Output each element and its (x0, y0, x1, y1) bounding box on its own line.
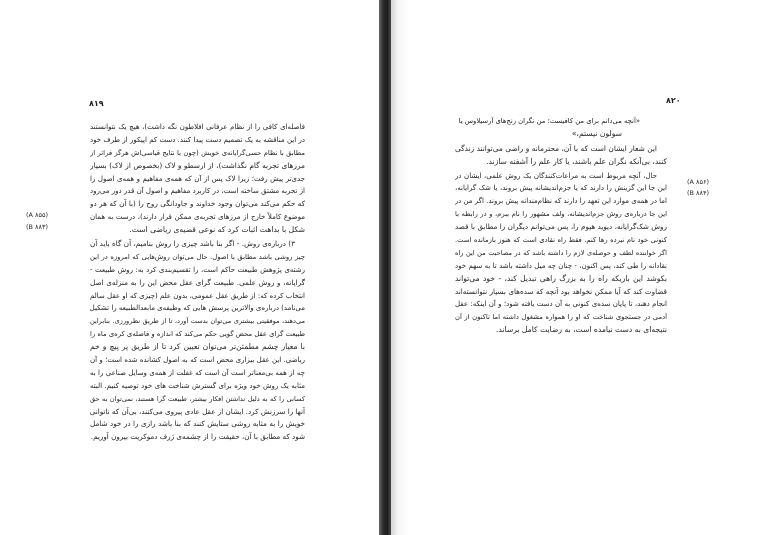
text-line: رشته‌ی پژوهش طبیعت حاکم است، را تقسیم‌بندی کرد به: روش طبیعت - (90, 265, 305, 274)
paragraph (455, 170, 667, 338)
page-number: ۸۱۹ (89, 99, 104, 108)
text-line: مرزهای تجربه گام نگذاشت)، از ارسطو و لاک (بخصوص از لاک) بسیار (90, 160, 305, 170)
text-line: کنند، بی‌آنکه نگران علم باشند، یا کار علم را آشفته سازند. (486, 156, 667, 166)
text-line: کسانی را که به دلیل نداشتن افکار بیشتر، طبیعت گرا هستند، نمی‌توان به حق (90, 394, 305, 403)
text-line: اگر خواننده لطف و حوصله‌ی لازم را داشته باشد که در مصاحبت من این راه (455, 248, 667, 257)
text-line: جدی‌تر پیش رفت؛ زیرا لاک پس از آن که همه‌ی مفاهیم و همه‌ی اصول را (90, 174, 305, 183)
text-line: اما در همه‌ی موارد این تعهد را دارند که نظام‌مندانه پیش بروند. اگر من در (455, 197, 667, 206)
text-line: آنها را سرزنش کرد. ایشان از عقل عادی پیروی می‌کنند، بی‌آن که ناتوانی (90, 406, 305, 416)
text-line: موضوع کاملاً خارج از مرزهای تجربه‌ی ممکن قرار دارند)، درست به همان (90, 213, 305, 222)
margin-note: (B ۸۸۳) (26, 223, 49, 231)
paragraph (90, 121, 305, 237)
text-line: چیز روشی باشد مطابق با اصول. حال می‌توان روش‌هایی که امروزه در این (90, 252, 305, 261)
paragraph (90, 238, 305, 444)
text-line: که حکم می‌کند می‌توان وجود خداوند و جاودانگی روح را (با آن که هر دو (90, 199, 305, 209)
text-line: بکوشد این باریکه راه را به بزرگ راهی تبدیل کند، - خود می‌تواند (455, 273, 667, 283)
text-line: حال، آنچه مربوط است به مراعات‌کنندگان یک روش علمی، ایشان در (455, 171, 657, 180)
page-gutter (379, 0, 391, 535)
text-line: نقادانه را طی کند، پس اکنون، - چنان چه میل داشته باشد تا به سهم خود (455, 261, 667, 270)
text-line: این جا درباره‌ی روش جزم‌اندیشانه، ولف مشهور را نام ببرم، و در رابطه با (455, 210, 667, 219)
text-line: شود که مطابق با آن، حقیقت را از چشمه‌ی ژرف دموکریت بیرون آوریم. (90, 432, 305, 442)
text-line: انتخاب کرده که: از طریق عقل عمومی، بدون علم (چیزی که او عقل سالم (90, 291, 305, 300)
left-page (0, 0, 379, 535)
text-line: آدمی در جستجوی شناخت که او را همواره مشغول داشته اما تاکنون از آن (455, 313, 667, 322)
text-line: شکل با بداهت اثبات کرد که نوعی قضیه‌ی ریاضی است. (129, 225, 305, 235)
text-line: در این مناقشه به یک تصمیم دست پیدا کنند. دست کم اپیکور از طرف خود (90, 135, 305, 144)
quote-paragraph (455, 115, 667, 141)
text-block (90, 121, 305, 444)
text-line: این جا این گزینش را دارند که یا جزم‌اندیشانه پیش بروند، یا شک گرایانه، (455, 184, 667, 193)
text-line: روش شک‌گرایانه، دیوید هیوم را، پس می‌توانم دیگران را مطابق با قصد (455, 222, 667, 232)
paragraph (455, 143, 667, 169)
text-line: می‌دهند، موفقیتی بیشتری می‌توان بدست آورد، تا از طریق نظرورزی. بنابراین (90, 317, 305, 326)
text-line: نتیجه‌ای به دست نیامده است، به رضایت کامل برساند. (496, 325, 667, 335)
text-line: از تجربه مشتق ساخته است، در کاربرد مفاهیم و اصول آن قدر دور می‌رود (90, 187, 305, 196)
margin-note: (A ۸۵۶) (687, 178, 710, 186)
text-line: مطابق با نظام حسی‌گرایانه‌ی خویش (چون با نتایج قیاسی‌اش هرگز فراتر از (90, 148, 305, 157)
text-line: می‌نامد) درباره‌ی والاترین پرسش هایی که وظیفه‌ی مابعدالطبیعه را تشکیل (90, 304, 305, 313)
text-line: با معیار چشم مطمئن‌تر می‌توان تعیین کرد تا از طریق پر پیچ و خم (90, 342, 305, 352)
text-line: کنونی خود نام نبرده رها کنم. فقط راه نقادی است که هنوز بازمانده است. (455, 236, 667, 245)
page-number: ۸۲۰ (666, 96, 681, 105)
margin-note: (B ۸۸۴) (687, 189, 710, 197)
text-line: طبیعت گرای عقل محض گویی حکم می‌کند که اندازه و فاصله‌ی کره‌ی ماه را (90, 330, 305, 339)
text-line: فاصله‌ای کافی را از نظام عرفانی افلاطون نگه داشت)، هیچ یک نتوانستند (90, 123, 305, 131)
text-line: انجام دهند، تا پایان سده‌ی کنونی به آن دست یافته شود؛ و آن اینکه: عقل (455, 300, 667, 309)
margin-note: (A ۸۵۵) (26, 211, 49, 219)
text-line: مثابه یک روش خود ویژه برای گسترش شناخت های خود توصیه کنیم. البته (90, 381, 305, 390)
text-line: «آنچه می‌دانم برای من کافیست؛ من نگران رنج‌های آرسیلاوس یا (458, 117, 640, 125)
text-line: ریاضی. این عقل بیزاری محض است که به اصول کشانده شده است؛ و آن (90, 356, 305, 365)
text-line: قضاوت کند که آیا ممکن نخواهد بود آنچه که سده‌های بسیار نتوانسته‌اند (455, 286, 667, 296)
text-block (455, 115, 667, 337)
text-line: این شعار ایشان است که با آن، محترمانه و راضی می‌توانند زندگی (455, 143, 657, 153)
text-line: گرایانه، و روش علمی. طبیعت گرای عقل محض این را به منزله‌ی اصل (90, 277, 305, 287)
right-page (391, 0, 768, 535)
text-line: چه از همه بی‌معناتر است آن است که غفلت از همه‌ی وسایل صناعی را به (90, 368, 305, 377)
text-line: ۳) درباره‌ی روش. - اگر بنا باشد چیزی را روش بنامیم، آن گاه باید آن (90, 239, 295, 249)
text-line: سولون نیستم،» (571, 128, 622, 138)
text-line: خویش را به مثابه روشی ستایش کنند که بنا باشد رازی را در خود شامل (90, 419, 305, 429)
